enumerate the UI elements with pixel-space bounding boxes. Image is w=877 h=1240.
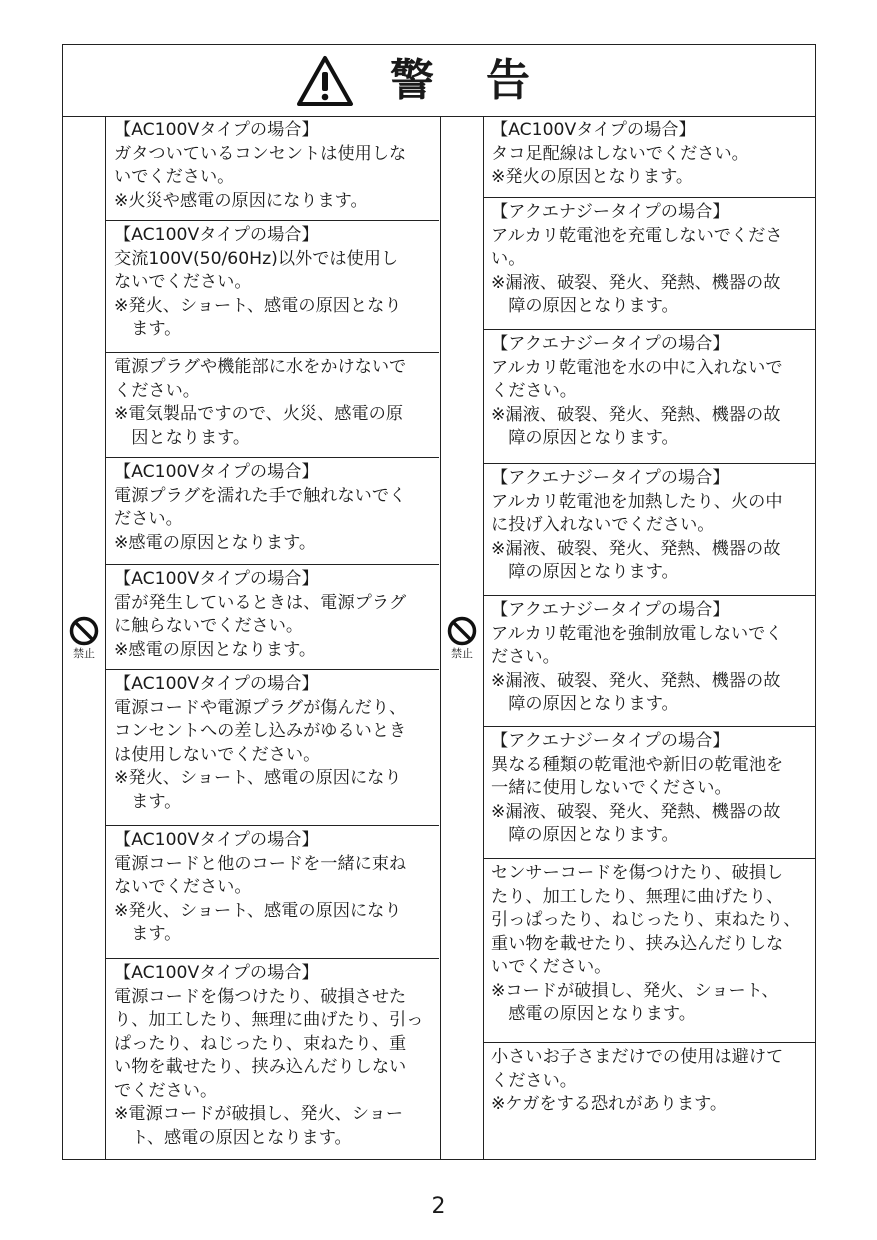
warning-line: 【AC100Vタイプの場合】 [114,674,319,694]
warning-line: ださい。 [114,509,183,529]
warning-line: ※漏液、破裂、発火、発熱、機器の故 [491,801,781,822]
warning-item [483,198,815,330]
warning-line: アルカリ乾電池を充電しないでくださ [491,225,783,246]
warning-line: アルカリ乾電池を加熱したり、火の中 [491,491,783,512]
warning-line: コンセントへの差し込みがゆるいとき [114,721,407,741]
prohibition-icon [447,616,477,646]
warning-line: ※電源コードが破損し、発火、ショー [114,1104,404,1124]
warning-line: 障の原因となります。 [491,825,679,845]
prohibition-icon [69,616,99,646]
warning-line: 小さいお子さまだけでの使用は避けて [491,1047,784,1067]
warning-line: センサーコードを傷つけたり、破損し [491,863,784,883]
warning-line: 異なる種類の乾電池や新旧の乾電池を [491,754,784,775]
warning-line: アルカリ乾電池を強制放電しないでく [491,623,783,644]
warning-line: ださい。 [491,647,560,667]
warning-triangle-icon [296,55,354,107]
warning-line: は使用しないでください。 [114,744,321,765]
warning-header [63,45,815,117]
warning-line: 【アクエナジータイプの場合】 [491,600,730,620]
warning-line: ください。 [114,380,200,401]
warning-item [483,596,815,727]
warning-line: ください。 [491,1070,577,1091]
warning-line: タコ足配線はしないでください。 [491,143,749,164]
warning-item [106,959,439,1167]
warning-line: ます。 [114,319,182,339]
warning-line: ※発火、ショート、感電の原因となり [114,295,402,316]
page-number: 2 [431,1194,446,1219]
warning-item [483,464,815,596]
warning-list-right [483,116,815,1159]
warning-line: 雷が発生しているときは、電源プラグ [114,592,407,613]
warning-line: 因となります。 [114,427,251,448]
warning-line: 【AC100Vタイプの場合】 [114,830,319,850]
warning-line: ※発火、ショート、感電の原因になり [114,768,402,788]
warning-line: 交流100V(50/60Hz)以外では使用し [114,248,399,269]
warning-line: 一緒に使用しないでください。 [491,778,732,798]
warning-line: 【アクエナジータイプの場合】 [491,468,730,488]
warning-item [106,458,439,565]
warning-line: ※漏液、破裂、発火、発熱、機器の故 [491,404,781,425]
warning-line: 【アクエナジータイプの場合】 [491,731,730,751]
warning-item [483,859,815,1043]
warning-line: 【アクエナジータイプの場合】 [491,202,730,222]
warning-line: ※感電の原因となります。 [114,532,317,553]
warning-item [106,565,439,670]
warning-line: 電源コードを傷つけたり、破損させた [114,986,407,1007]
warning-item [106,116,439,221]
warning-line: い。 [491,249,526,269]
prohibition-label: 禁止 [73,646,95,660]
warning-line: 電源コードと他のコードを一緒に束ね [114,853,407,874]
warning-line: ※感電の原因となります。 [114,639,317,660]
warning-line: ないでください。 [114,877,252,897]
warning-table [62,44,816,1160]
warning-line: ガタついているコンセントは使用しな [114,143,407,164]
prohibition-label: 禁止 [451,646,473,660]
warning-line: いでください。 [491,957,612,977]
warning-line: ください。 [491,381,577,401]
warning-line: 障の原因となります。 [491,694,679,714]
prohibition-column-left [63,116,106,1159]
warning-line: ※発火、ショート、感電の原因になり [114,900,402,921]
warning-list-left [106,116,439,1159]
warning-line: 【AC100Vタイプの場合】 [114,569,319,589]
warning-line: ※漏液、破裂、発火、発熱、機器の故 [491,272,781,293]
warning-line: ないでください。 [114,272,252,292]
warning-line: 【AC100Vタイプの場合】 [114,963,319,983]
warning-line: 重い物を載せたり、挟み込んだりしな [491,933,784,954]
warning-line: アルカリ乾電池を水の中に入れないで [491,357,783,378]
warning-line: 電源プラグを濡れた手で触れないでく [114,485,407,506]
warning-line: ※漏液、破裂、発火、発熱、機器の故 [491,538,781,559]
warning-line: ※漏液、破裂、発火、発熱、機器の故 [491,670,781,691]
warning-item [483,727,815,859]
warning-line: でください。 [114,1080,218,1101]
warning-line: り、加工したり、無理に曲げたり、引っ [114,1010,424,1030]
warning-line: 障の原因となります。 [491,562,679,582]
warning-line: ※発火の原因となります。 [491,167,694,187]
warning-line: 【AC100Vタイプの場合】 [491,120,696,140]
warning-line: ぱったり、ねじったり、束ねたり、重 [114,1033,407,1054]
warning-line: 【AC100Vタイプの場合】 [114,462,319,482]
warning-line: ト、感電の原因となります。 [114,1127,352,1148]
warning-line: 電源プラグや機能部に水をかけないで [114,357,407,377]
warning-line: に投げ入れないでください。 [491,515,715,535]
warning-line: 【AC100Vタイプの場合】 [114,120,319,140]
warning-line: い物を載せたり、挟み込んだりしない [114,1057,407,1077]
warning-item [106,670,439,826]
warning-title: 警告 [390,54,582,106]
warning-item [483,330,815,464]
warning-line: に触らないでください。 [114,616,304,636]
warning-line: 感電の原因となります。 [491,1004,696,1024]
warning-line: 障の原因となります。 [491,296,679,316]
warning-item [483,1043,815,1167]
warning-line: ます。 [114,924,182,944]
warning-line: 引っぱったり、ねじったり、束ねたり、 [491,910,801,930]
warning-item [106,353,439,458]
warning-line: ます。 [114,791,182,812]
warning-line: ※ケガをする恐れがあります。 [491,1094,728,1114]
warning-line: 障の原因となります。 [491,428,679,448]
warning-line: 電源コードや電源プラグが傷んだり、 [114,697,407,718]
warning-item [106,826,439,959]
warning-line: ※火災や感電の原因になります。 [114,190,368,211]
warning-item [483,116,815,198]
warning-item [106,221,439,353]
warning-line: 【AC100Vタイプの場合】 [114,225,319,245]
prohibition-column-right [440,116,484,1159]
warning-line: ※電気製品ですので、火災、感電の原 [114,404,404,424]
warning-line: たり、加工したり、無理に曲げたり、 [491,886,784,907]
warning-line: いでください。 [114,167,235,187]
warning-line: ※コードが破損し、発火、ショート、 [491,980,779,1001]
warning-line: 【アクエナジータイプの場合】 [491,334,730,354]
